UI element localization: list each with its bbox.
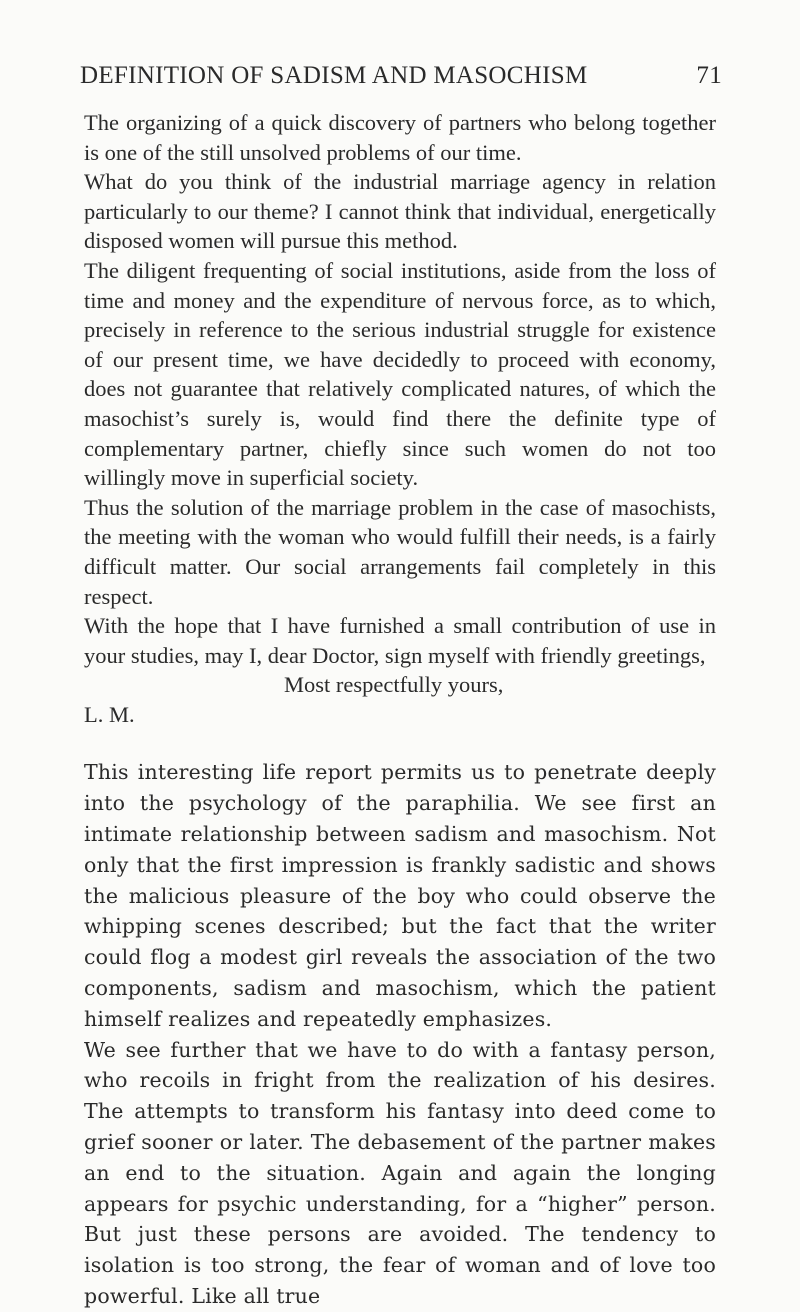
commentary bbox=[84, 757, 716, 1311]
letter-excerpt bbox=[84, 108, 716, 729]
letter-paragraph: Thus the solution of the marriage problem in the case of masochists, the meeting with the woman who would fulfill their needs, is a fairly difficult matter. Our social arrangements fail completely in this respect. bbox=[84, 494, 716, 609]
body-paragraph: We see further that we have to do with a fantasy person, who recoils in fright from the realization of his desires. The attempts to transform his fantasy into deed come to grief sooner or later. The debasement of the partner makes an end to the situation. Again and again the longing appears for psychic understanding, for a “higher” person. But just these persons are avoided. The tendency to isolation is too strong, the fear of woman and of love too powerful. Like all true bbox=[84, 1037, 716, 1309]
letter-signature: L. M. bbox=[84, 701, 135, 727]
letter-closing: Most respectfully yours, bbox=[284, 672, 504, 698]
page-number: 71 bbox=[696, 62, 722, 89]
letter-paragraph: With the hope that I have furnished a small contribution of use in your studies, may I, dear Doctor, sign myself with friendly greetings, bbox=[84, 613, 716, 668]
letter-paragraph: What do you think of the industrial marriage agency in relation particularly to our theme? I cannot think that individual, energetically disposed women will pursue this method. bbox=[84, 169, 716, 254]
letter-paragraph: The organizing of a quick discovery of partners who belong together is one of the still unsolved problems of our time. bbox=[84, 110, 716, 165]
body-paragraph: This interesting life report permits us to penetrate deeply into the psychology of the paraphilia. We see first an intimate relationship between sadism and masochism. Not only that the first impression is frankly sadistic and shows the malicious pleasure of the boy who could observe the whipping scenes described; but the fact that the writer could flog a modest girl reveals the association of the two components, sadism and masochism, which the patient himself realizes and repeatedly emphasizes. bbox=[84, 760, 716, 1031]
running-head bbox=[80, 62, 722, 108]
letter-paragraph: The diligent frequenting of social institutions, aside from the loss of time and money and the expenditure of nervous force, as to which, precisely in reference to the serious industrial struggle for existence of our present time, we have decidedly to proceed with economy, does not guarantee that relatively complicated natures, of which the masochist’s surely is, would find there the definite type of complementary partner, chiefly since such women do not too willingly move in superficial society. bbox=[84, 257, 716, 491]
running-head-title: DEFINITION OF SADISM AND MASOCHISM bbox=[80, 62, 588, 89]
book-page bbox=[80, 62, 722, 1312]
